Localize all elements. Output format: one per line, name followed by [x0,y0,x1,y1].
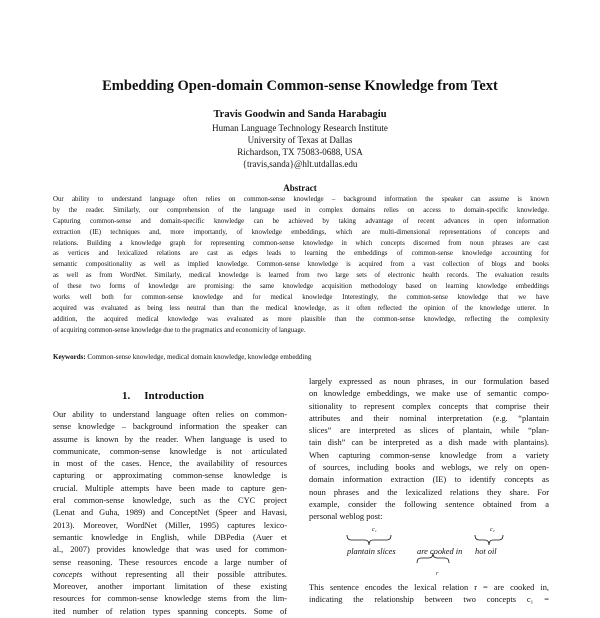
text-line: assume is known by the reader. When language is used to [53,434,287,444]
keywords [53,352,549,362]
text-line: crucial. Multiple attempts have been made to capture gen- [53,483,287,493]
text-line: acquired was evaluated as being less neutral than than the medical knowledge, as it often reflected the opinion of the knowledge utterer. In [53,304,549,312]
text-line: communicate, common-sense knowledge is not articulated [53,446,287,456]
text-line: This sentence encodes the lexical relation r = are cooked in, [309,582,549,592]
section-heading [53,389,287,409]
section-title: Introduction [144,390,204,402]
keywords-label: Keywords: [53,353,86,361]
right-column-text-top [309,376,549,524]
affiliation-line: Human Language Technology Research Institute [212,123,388,133]
text-line: of these two forms of knowledge are promising: the same knowledge acquisition methodology based on learning knowledge embeddings [53,283,549,291]
text-line: concepts without representing all their possible attributes. [53,569,287,579]
relation-label: r [436,570,439,577]
text-line: semantic compositionality as well as implied knowledge. Common-sense knowledge is acquired from a vast collection of blogs and books [53,261,549,269]
text-line: noun phrases and the lexicalized relations they share. For [309,487,549,497]
text-line: of sources, including books and weblogs, we rely on open- [309,463,549,473]
text-line: Moreover, another important limitation of these existing [53,582,287,592]
text-line: ited number of relation types spanning concepts. Some of [53,606,287,616]
text-line: by the reader. Similarly, our comprehension of the language used in complex domains relies on access to domain-specific knowledge. [53,206,549,214]
abstract-heading: Abstract [283,183,317,193]
keywords-text: Common-sense knowledge, medical domain knowledge, knowledge embedding [87,353,312,361]
example-sentence [309,524,549,582]
abstract-body [53,195,549,337]
text-line: When capturing common-sense knowledge from a variety [309,450,549,460]
text-line: personal weblog post: [309,512,383,522]
text-line: 2013). Moreover, WordNet (Miller, 1995) captures lexico- [53,520,287,530]
text-line: sitionality to represent complex concepts that comprise their [309,401,549,411]
text-line: works well both for common-sense knowledge and for medical knowledge Interestingly, the common-sense knowledge that we have [53,294,549,302]
text-line: as vertices and lexicalized relations are cast as edges leads to learning the embeddings of common-sense knowledge accounting for [53,250,549,258]
text-line: in most of the cases. Hence, the availability of resources [53,459,287,469]
text-line: addition, the acquired medical knowledge was evaluated as more plausible than the common-sense knowledge, reflecting the complexity [53,315,549,323]
section-number: 1. [122,390,131,402]
text-line: semantic knowledge in English, while DBPedia (Auer et [53,532,287,542]
author-emails: {travis,sanda}@hlt.utdallas.edu [242,159,358,169]
text-line: largely expressed as noun phrases, in our formulation based [309,377,549,386]
text-line: example, consider the following sentence obtained from a [309,499,549,509]
text-line: indicating the relationship between two concepts c₁ = [309,594,549,604]
text-line: Our ability to understand language often relies on common-sense knowledge – background information the speaker can assume is known [53,196,549,203]
affiliation-line: Richardson, TX 75083-0688, USA [237,147,363,157]
affiliation-block [0,122,600,170]
text-line: Capturing common-sense and domain-specific knowledge can be achieved by taking advantage of recent advances in open information [53,217,549,225]
right-column [309,376,549,606]
text-line: slices” are interpreted as slices of plantain, while “plan- [309,426,549,436]
text-line: al., 2007) provides knowledge that was used for common- [53,545,287,555]
concept-c1: plantain slices [347,546,396,556]
text-line: eral common-sense knowledge, such as the CYC project [53,496,287,506]
paper-title: Embedding Open-domain Common-sense Knowledge from Text [102,78,498,94]
text-line: of acquiring common-sense knowledge due to the pragmatics and economicity of language. [53,326,306,334]
c2-label: c₂ [490,526,495,533]
text-line: Our ability to understand language often relies on common- [53,410,287,419]
text-line: tain dish” can be interpreted as a dish made with plantains). [309,438,549,448]
paper-authors: Travis Goodwin and Sanda Harabagiu [213,109,387,120]
affiliation-line: University of Texas at Dallas [247,135,353,145]
concept-c2: hot oil [475,546,497,556]
text-line: capturing or approximating common-sense knowledge is [53,471,287,481]
text-line: (Lenat and Guha, 1989) and ConceptNet (Speer and Havasi, [53,508,287,518]
text-line: sense knowledge – background information the speaker can [53,422,287,432]
text-line: attributes and their nominal interpretation (e.g. “plantain [309,413,549,423]
right-column-text-bottom [309,582,549,607]
text-line: domain information extraction (IE) to identify concepts as [309,475,549,485]
text-line: sense reasoning. These resources encode a large number of [53,557,287,567]
left-column [53,389,287,618]
text-line: on knowledge embeddings, we make use of semantic compo- [309,389,549,399]
text-line: resources for common-sense knowledge stems from the lim- [53,594,287,604]
text-line: as well as from WordNet. Similarly, medical knowledge is learned from two large sets of electronic health records. The evaluation results [53,272,549,280]
text-line: extraction (IE) techniques and, more importantly, of knowledge embeddings, which are multi-dimensional representations of concepts and [53,228,549,236]
c1-label: c₁ [372,526,377,533]
text-line: relations. Building a knowledge graph for representing common-sense knowledge in which concepts discerned from noun phrases are cast [53,239,549,247]
relation-r: are cooked in [417,546,463,556]
